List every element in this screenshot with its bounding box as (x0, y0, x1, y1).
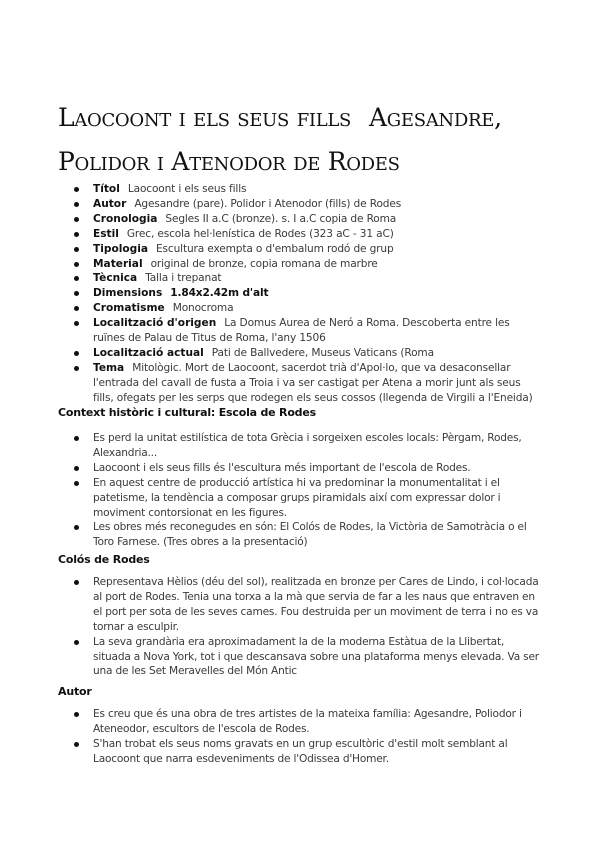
property-item (72, 301, 542, 316)
list-item: Representava Hèlios (déu del sol), realitzada en bronze per Cares de Lindo, i col·locada al port de Rodes. Tenia una torxa a la mà que servia de far a les naus que entraven en el port per sota de les seves cames. Fou destruida per un moviment de terra i no es va tornar a esculpir. (72, 575, 544, 635)
author-list (72, 707, 544, 767)
property-key: Cronologia (93, 212, 158, 225)
section-heading-author: Autor (58, 685, 92, 698)
property-item (72, 271, 542, 286)
property-key: Tema (93, 361, 125, 374)
context-list (72, 431, 544, 550)
section-heading-context: Context històric i cultural: Escola de Rodes (58, 406, 316, 419)
property-key: Localització actual (93, 346, 204, 359)
property-value: Agesandre (pare). Polidor i Atenodor (fills) de Rodes (134, 197, 402, 210)
list-item: Laocoont i els seus fills és l'escultura més important de l'escola de Rodes. (72, 461, 544, 476)
property-item (72, 182, 542, 197)
property-value: Grec, escola hel·lenística de Rodes (323 aC - 31 aC) (126, 227, 394, 240)
property-item (72, 242, 542, 257)
list-item: La seva grandària era aproximadament la de la moderna Estàtua de la Llibertat, situada a Nova York, tot i que descansava sobre una plataforma menys elevada. Va ser una de les Set Meravelles del Món Antic (72, 635, 544, 680)
property-item (72, 361, 542, 406)
page-title (58, 96, 558, 184)
property-key: Cromatisme (93, 302, 165, 315)
properties-list (72, 182, 542, 406)
property-value: Segles II a.C (bronze). s. I a.C copia de Roma (165, 212, 397, 225)
property-value: Escultura exempta o d'embalum rodó de grup (156, 242, 394, 255)
property-item (72, 257, 542, 272)
property-key: Dimensions (93, 287, 163, 300)
property-item (72, 197, 542, 212)
title-artwork: Laocoont i els seus fills (58, 103, 352, 132)
section-heading-colossus: Colós de Rodes (58, 553, 150, 566)
list-item: Es perd la unitat estilística de tota Grècia i sorgeixen escoles locals: Pèrgam, Rodes, Alexandria... (72, 431, 544, 461)
property-value: Laocoont i els seus fills (127, 183, 247, 195)
property-item (72, 227, 542, 242)
title-authors: Agesandre, Polidor i Atenodor de Rodes (58, 103, 502, 176)
property-value: original de bronze, copia romana de marbre (150, 257, 378, 270)
list-item: Es creu que és una obra de tres artistes de la mateixa família: Agesandre, Poliodor i Ateneodor, escultors de l'escola de Rodes. (72, 707, 544, 737)
property-key: Localització d'origen (93, 317, 217, 330)
property-key: Tipologia (93, 242, 148, 255)
property-key: Material (93, 257, 143, 270)
list-item: S'han trobat els seus noms gravats en un grup escultòric d'estil molt semblant al Laocoont que narra esdeveniments de l'Odissea d'Homer. (72, 737, 544, 767)
property-key: Estil (93, 227, 119, 240)
property-item (72, 286, 542, 301)
property-value: Monocroma (172, 302, 234, 315)
colossus-list (72, 575, 544, 679)
property-key: Autor (93, 197, 127, 210)
property-key: Tècnica (93, 272, 138, 285)
property-item (72, 346, 542, 361)
property-key: Títol (93, 183, 120, 195)
property-value: Pati de Ballvedere, Museus Vaticans (Roma (211, 346, 434, 359)
property-item (72, 212, 542, 227)
property-value: Talla i trepanat (145, 272, 222, 285)
property-item (72, 316, 542, 346)
property-value: 1.84x2.42m d'alt (170, 287, 269, 300)
list-item: En aquest centre de producció artística hi va predominar la monumentalitat i el patetisme, la tendència a composar grups piramidals així com expressar dolor i moviment contorsionat en les figures. (72, 476, 544, 521)
list-item: Les obres més reconegudes en són: El Colós de Rodes, la Victòria de Samotràcia o el Toro Farnese. (Tres obres a la presentació) (72, 520, 544, 550)
property-value: La Domus Aurea de Neró a Roma. Descoberta entre les ruïnes de Palau de Titus de Roma, l'any 1506 (93, 317, 510, 345)
property-value: Mitològic. Mort de Laocoont, sacerdot trià d'Apol·lo, que va desaconsellar l'entrada del cavall de fusta a Troia i va ser castigat per Atena a morir junt als seus fills, ofegats per les serps que rodegen els seus cossos (llegenda de Virgili a l'Eneida) (93, 361, 533, 404)
